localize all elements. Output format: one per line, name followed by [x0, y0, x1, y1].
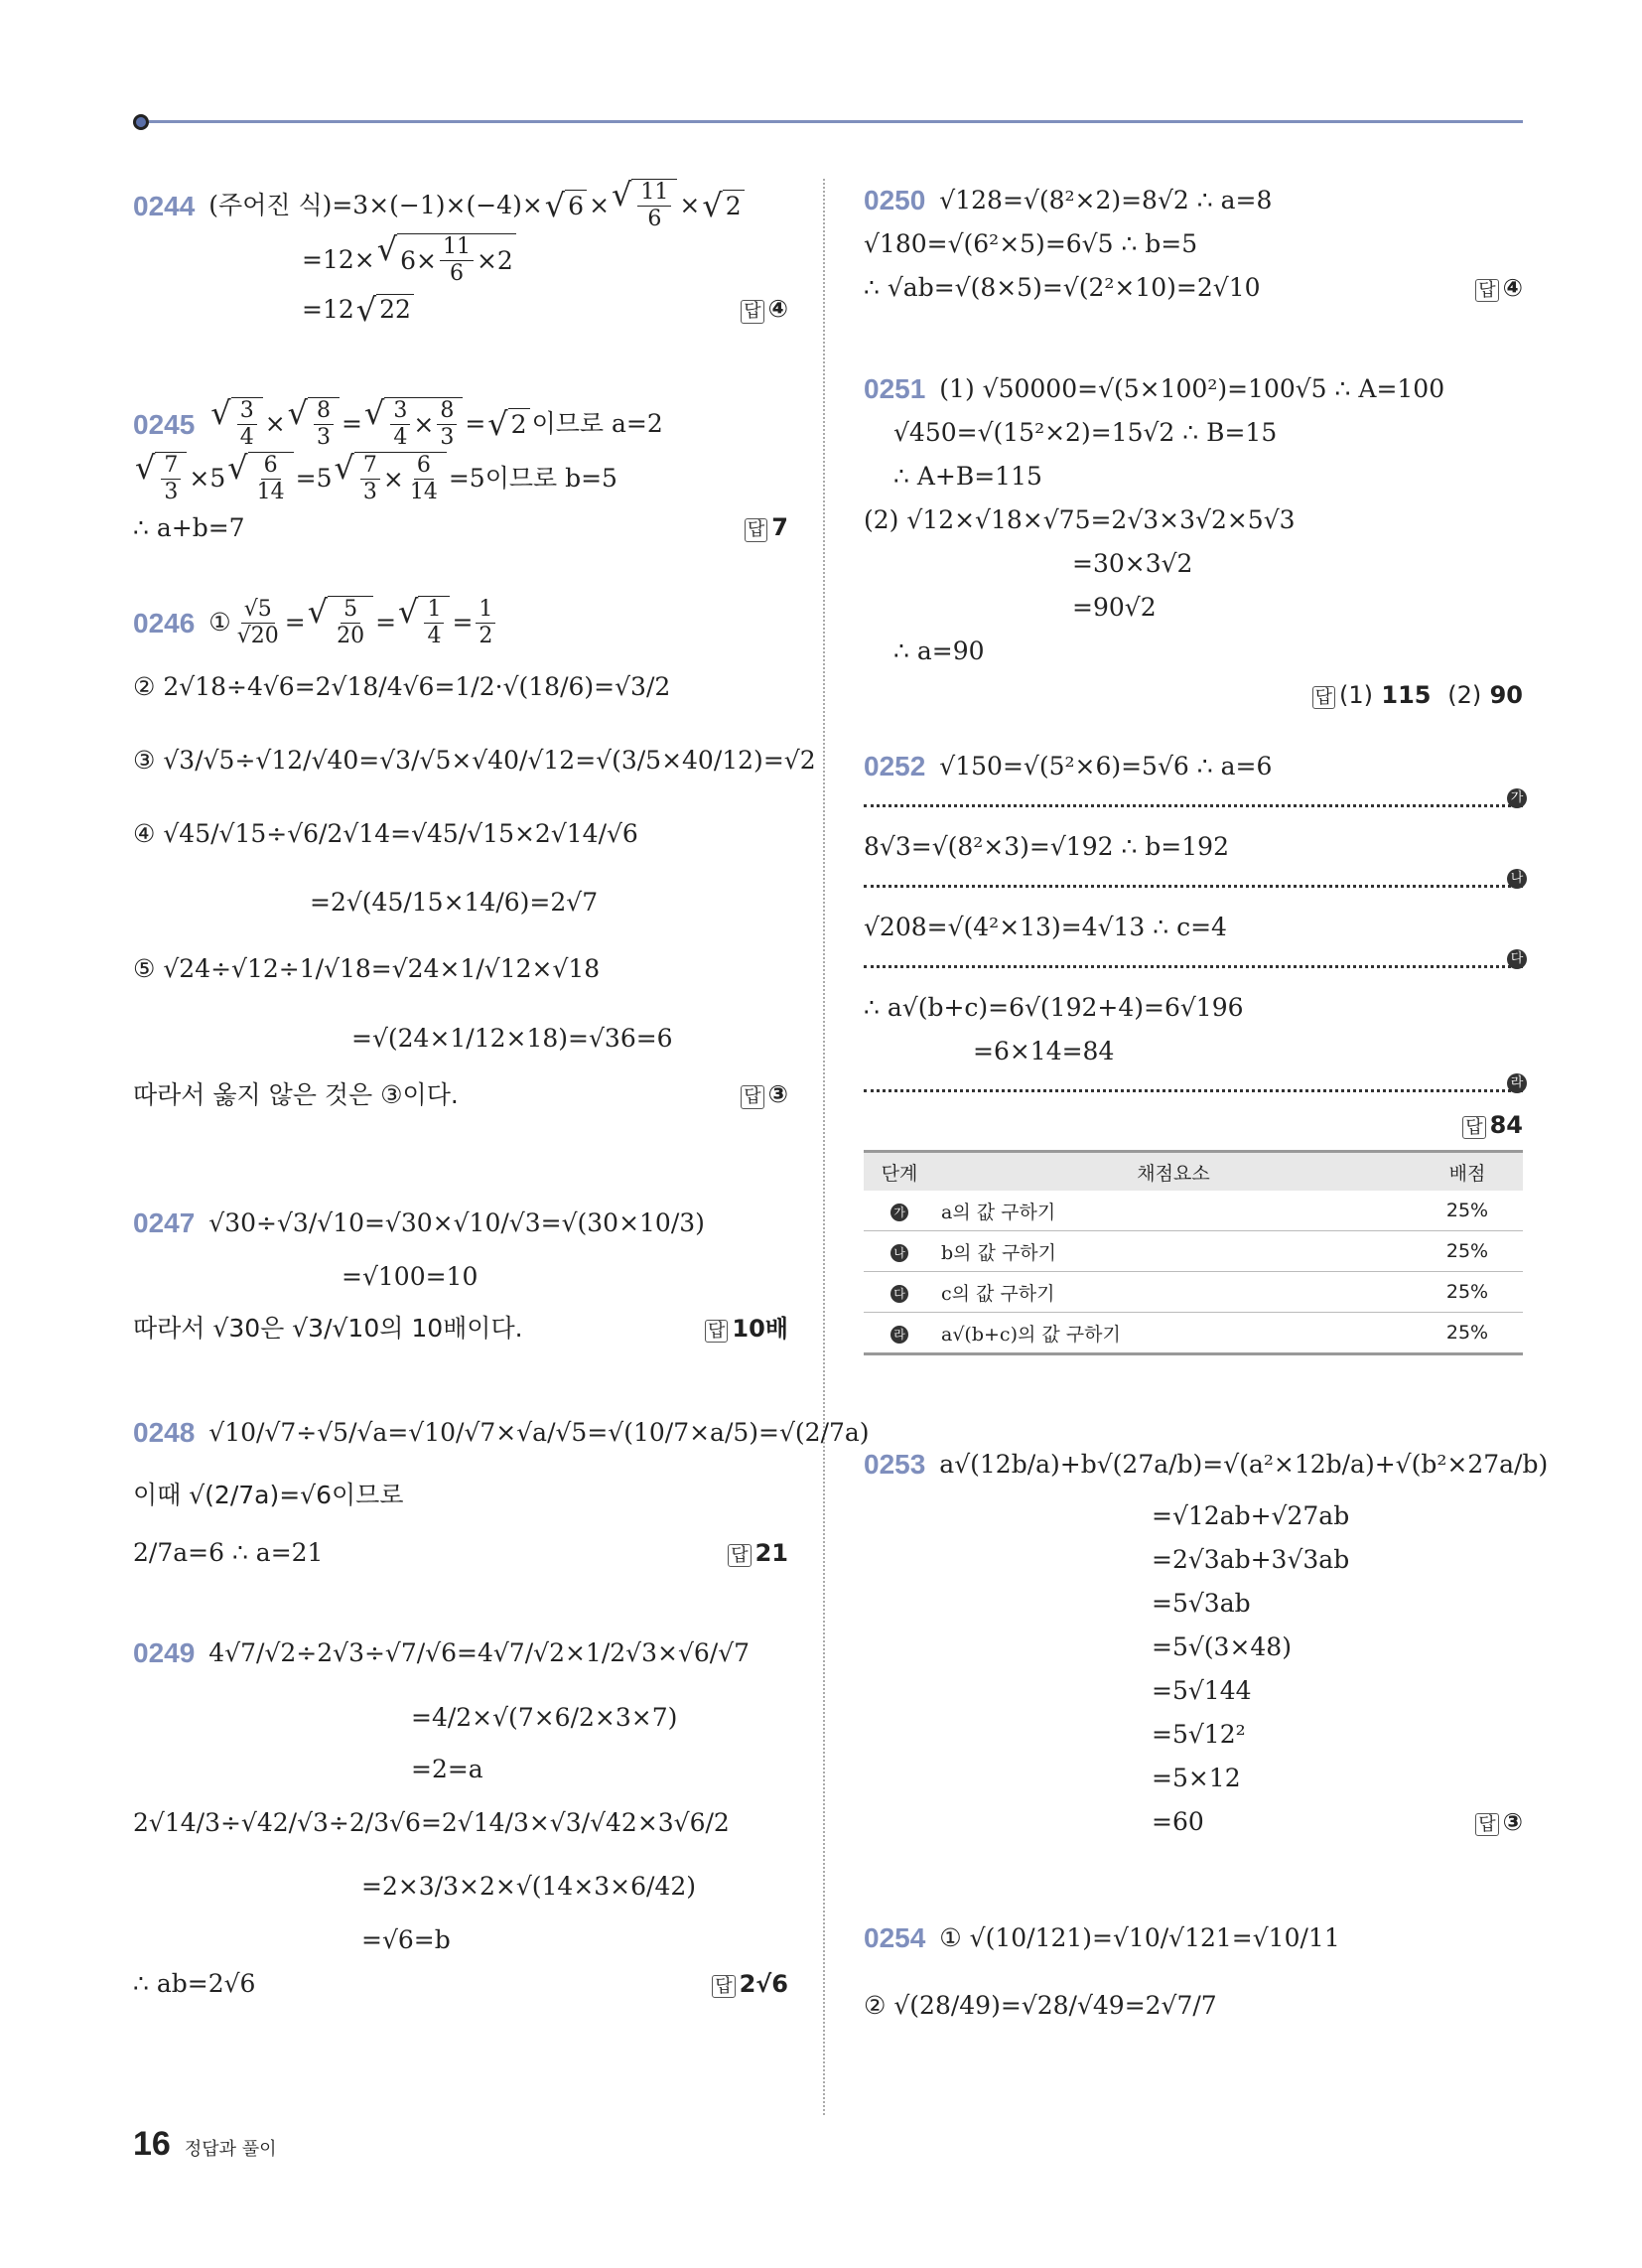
step-marker: 나 [890, 1244, 908, 1262]
problem-number: 0253 [864, 1449, 926, 1481]
expr-text: =6×14=84 [973, 1037, 1115, 1065]
expr-text: (주어진 식)=3×(−1)×(−4)× [208, 191, 543, 220]
col-header-step: 단계 [864, 1152, 935, 1192]
table-cell: 25% [1412, 1191, 1523, 1231]
expr-text: =√12ab+√27ab [1152, 1501, 1350, 1530]
answer-badge: 답 ④ [741, 295, 788, 324]
expr-text: =5√(3×48) [1152, 1632, 1292, 1661]
problem-0244 [133, 176, 788, 367]
expr-text: × [679, 191, 701, 220]
expr-text: 이므로 a=2 [531, 409, 663, 439]
problem-0251 [864, 367, 1523, 709]
problem-number: 0244 [133, 190, 196, 221]
expr-text: ∴ A+B=115 [893, 462, 1042, 491]
expr-text: 2/7a=6 ∴ a=21 [133, 1538, 324, 1567]
step-marker: 다 [1507, 949, 1527, 969]
expr-text: =30×3√2 [1072, 549, 1193, 578]
table-cell: 25% [1412, 1231, 1523, 1272]
fraction: $\frac{√5}{√20}$ [236, 596, 279, 648]
table-cell: c의 값 구하기 [935, 1272, 1412, 1313]
expr-text: ∴ √ab=√(8×5)=√(2²×10)=2√10 [864, 273, 1261, 302]
expr-text: ∴ a=90 [893, 637, 985, 665]
col-header-points: 배점 [1412, 1152, 1523, 1192]
problem-0248 [133, 1400, 870, 1579]
expr-text: 2√14/3÷√42/√3÷2/3√6=2√14/3×√3/√42×3√6/2 [133, 1808, 730, 1837]
expr-text: √450=√(15²×2)=15√2 ∴ B=15 [893, 418, 1278, 447]
answer-badge: 답 ③ [741, 1080, 788, 1109]
table-row [864, 1231, 1523, 1272]
answer-badge: 답 ③ [1475, 1808, 1523, 1837]
table-cell: a의 값 구하기 [935, 1191, 1412, 1231]
expr-text: ∴ a+b=7 [133, 512, 245, 542]
left-column [133, 176, 870, 2036]
expr-text: =90√2 [1072, 593, 1157, 622]
right-column [864, 179, 1549, 2039]
answer-badge: 답 84 [1462, 1111, 1523, 1140]
answer-badge: 답 10배 [705, 1315, 788, 1344]
radical: √ $\frac{3}{4}$ × $\frac{8}{3}$ [364, 397, 463, 452]
problem-0247 [133, 1192, 788, 1360]
radical: √ $\frac{3}{4}$ [210, 397, 262, 452]
expr-text: =12× [302, 245, 375, 275]
step-separator [864, 1075, 1524, 1092]
problem-0249 [133, 1619, 788, 2036]
answer-badge: 답 7 [745, 513, 788, 542]
radical: √ $\frac{8}{3}$ [288, 397, 340, 452]
expr-text: ∴ ab=2√6 [133, 1969, 256, 1998]
problem-number: 0246 [133, 607, 196, 638]
radical: √ $\frac{7}{3}$ × $\frac{6}{14}$ [335, 452, 447, 506]
problem-0253 [864, 1435, 1549, 1844]
choice-marker: ① [208, 608, 231, 638]
bullet-icon [133, 114, 149, 130]
answer-badge: 답 21 [728, 1539, 788, 1568]
expr-text: =2√(45/15×14/6)=2√7 [310, 887, 599, 917]
radical: √ 2 [487, 408, 529, 440]
conclusion-text: 따라서 옳지 않은 것은 ③이다. [133, 1079, 459, 1109]
expr-text: √128=√(8²×2)=8√2 ∴ a=8 [939, 186, 1273, 214]
col-header-item: 채점요소 [935, 1152, 1412, 1192]
problem-0245: 0245 √ $\frac{3}{4}$ × √ $\frac{8}{3}$ = √ $\frac{3}{4}$ × $\frac{8}{3}$ = √ 2 이므로 a=2 √ $\frac{7}{3}$ ×5 √ $\frac{6}{14}$ =5 √ $\frac{7}{3}$ × $\frac{6}{14}$ =5이므로 b=5 ∴ a+b=7 답 7 [133, 394, 788, 542]
expr-text: ③ √3/√5÷√12/√40=√3/√5×√40/√12=√(3/5×40/12)=√2 [133, 745, 816, 775]
header-line [149, 120, 1523, 123]
expr-text: =2√3ab+3√3ab [1152, 1545, 1350, 1574]
fraction: $\frac{1}{2}$ [476, 597, 495, 650]
expr-text: (1) √50000=√(5×100²)=100√5 ∴ A=100 [939, 374, 1445, 403]
expr-text: ⑤ √24÷√12÷1/√18=√24×1/√12×√18 [133, 953, 601, 983]
table-cell: 25% [1412, 1313, 1523, 1354]
radical: √ 6 [545, 190, 587, 221]
radical: √ 22 [356, 294, 414, 326]
expr-text: ② √(28/49)=√28/√49=2√7/7 [864, 1991, 1217, 2020]
expr-text: =2=a [411, 1755, 483, 1783]
expr-text: √180=√(6²×5)=6√5 ∴ b=5 [864, 229, 1198, 258]
expr-text: a√(12b/a)+b√(27a/b)=√(a²×12b/a)+√(b²×27a/b) [939, 1450, 1549, 1479]
expr-text: =5√3ab [1152, 1589, 1251, 1618]
radical: √ 2 [702, 190, 744, 221]
problem-number: 0249 [133, 1637, 196, 1669]
expr-text: =12 [302, 294, 354, 324]
problem-0254 [864, 1904, 1523, 2039]
step-separator [864, 951, 1524, 968]
expr-text: √10/√7÷√5/√a=√10/√7×√a/√5=√(10/7×a/5)=√(2/7a) [208, 1418, 870, 1447]
expr-text: 4√7/√2÷2√3÷√7/√6=4√7/√2×1/2√3×√6/√7 [208, 1638, 751, 1667]
problem-0250 [864, 179, 1523, 308]
expr-text: =60 [1152, 1807, 1204, 1836]
expr-text: ④ √45/√15÷√6/2√14=√45/√15×2√14/√6 [133, 818, 638, 848]
answer-badge: 답 ④ [1475, 274, 1523, 303]
table-row [864, 1272, 1523, 1313]
expr-text: 8√3=√(8²×3)=√192 ∴ b=192 [864, 832, 1229, 861]
problem-0246: 0246 ① $\frac{√5}{√20}$ = √ $\frac{5}{20}$ = √ $\frac{1}{4}$ = $\frac{1}{2}$ ② 2√18÷4√6=2√18/4√6=1/2·√(18/6)=√3/2 ③ √3/√5÷√12/√40=√3/√5×√40/√12=√(3/5×40/12)=√2 ④ √45/√15÷√6/2√14=√45/√15×2√14/√6 =2√(45/15×14/6)=2√7 ⑤ √24÷√12÷1/√18=√24×1/√12×√18 =√(24×1/12×18)=√36=6 따라서 옳지 않은 것은 ③이다. 답 ③ [133, 593, 816, 1109]
expr-text: =5√144 [1152, 1676, 1252, 1705]
page-number: 16 [133, 2125, 171, 2163]
step-marker: 가 [890, 1204, 908, 1221]
expr-text: 이때 √(2/7a)=√6이므로 [133, 1481, 404, 1509]
step-separator [864, 790, 1524, 807]
column-divider [823, 179, 825, 2115]
scoring-table [864, 1150, 1523, 1355]
step-marker: 나 [1507, 869, 1527, 889]
radical: √ $\frac{7}{3}$ [135, 452, 187, 506]
table-cell: 25% [1412, 1272, 1523, 1313]
expr-text: ×5 [189, 464, 226, 494]
page-footer [133, 2125, 277, 2164]
expr-text: =√6=b [361, 1925, 451, 1954]
expr-text: =5×12 [1152, 1764, 1241, 1792]
expr-text: =4/2×√(7×6/2×3×7) [411, 1703, 678, 1732]
expr-text: =√100=10 [342, 1262, 479, 1291]
problem-number: 0251 [864, 373, 926, 405]
expr-text: × [589, 191, 611, 220]
step-marker: 다 [890, 1285, 908, 1303]
step-separator [864, 871, 1524, 888]
expr-text: ① √(10/121)=√10/√121=√10/11 [939, 1923, 1340, 1952]
expr-text: (2) √12×√18×√75=2√3×3√2×5√3 [864, 505, 1296, 534]
expr-text: =√(24×1/12×18)=√36=6 [351, 1023, 673, 1053]
answer-badge: 답 (1) 115 (2) 90 [1312, 681, 1523, 710]
problem-number: 0248 [133, 1417, 196, 1449]
problem-number: 0252 [864, 751, 926, 782]
problem-number: 0247 [133, 1207, 196, 1239]
radical: √ 6× $\frac{11}{6}$ ×2 [377, 233, 516, 288]
table-row [864, 1191, 1523, 1231]
expr-text: =5√12² [1152, 1720, 1246, 1749]
expr-text: =5 [295, 464, 333, 494]
expr-text: = [465, 409, 486, 439]
expr-text: √30÷√3/√10=√30×√10/√3=√(30×10/3) [208, 1208, 705, 1237]
footer-title: 정답과 풀이 [184, 2139, 277, 2160]
table-cell: a√(b+c)의 값 구하기 [935, 1313, 1412, 1354]
expr-text: =2×3/3×2×√(14×3×6/42) [361, 1872, 697, 1901]
radical: √ $\frac{11}{6}$ [612, 179, 677, 233]
problem-number: 0245 [133, 408, 196, 440]
problem-number: 0250 [864, 185, 926, 216]
step-marker: 라 [1507, 1073, 1527, 1093]
step-marker: 라 [890, 1326, 908, 1344]
problem-0252 [864, 745, 1523, 1355]
expr-text: √150=√(5²×6)=5√6 ∴ a=6 [939, 752, 1273, 780]
step-marker: 가 [1507, 788, 1527, 808]
table-cell: b의 값 구하기 [935, 1231, 1412, 1272]
expr-text: ∴ a√(b+c)=6√(192+4)=6√196 [864, 993, 1244, 1022]
table-row [864, 1313, 1523, 1354]
top-rule [133, 114, 1523, 130]
answer-badge: 답 2√6 [712, 1970, 788, 1999]
problem-number: 0254 [864, 1922, 926, 1954]
conclusion-text: 따라서 √30은 √3/√10의 10배이다. [133, 1314, 523, 1343]
expr-text: √208=√(4²×13)=4√13 ∴ c=4 [864, 913, 1227, 941]
radical: √ $\frac{1}{4}$ [398, 596, 450, 650]
radical: √ $\frac{5}{20}$ [308, 596, 373, 650]
expr-text: =5이므로 b=5 [448, 464, 617, 494]
radical: √ $\frac{6}{14}$ [227, 452, 293, 506]
expr-text: ② 2√18÷4√6=2√18/4√6=1/2·√(18/6)=√3/2 [133, 671, 671, 701]
